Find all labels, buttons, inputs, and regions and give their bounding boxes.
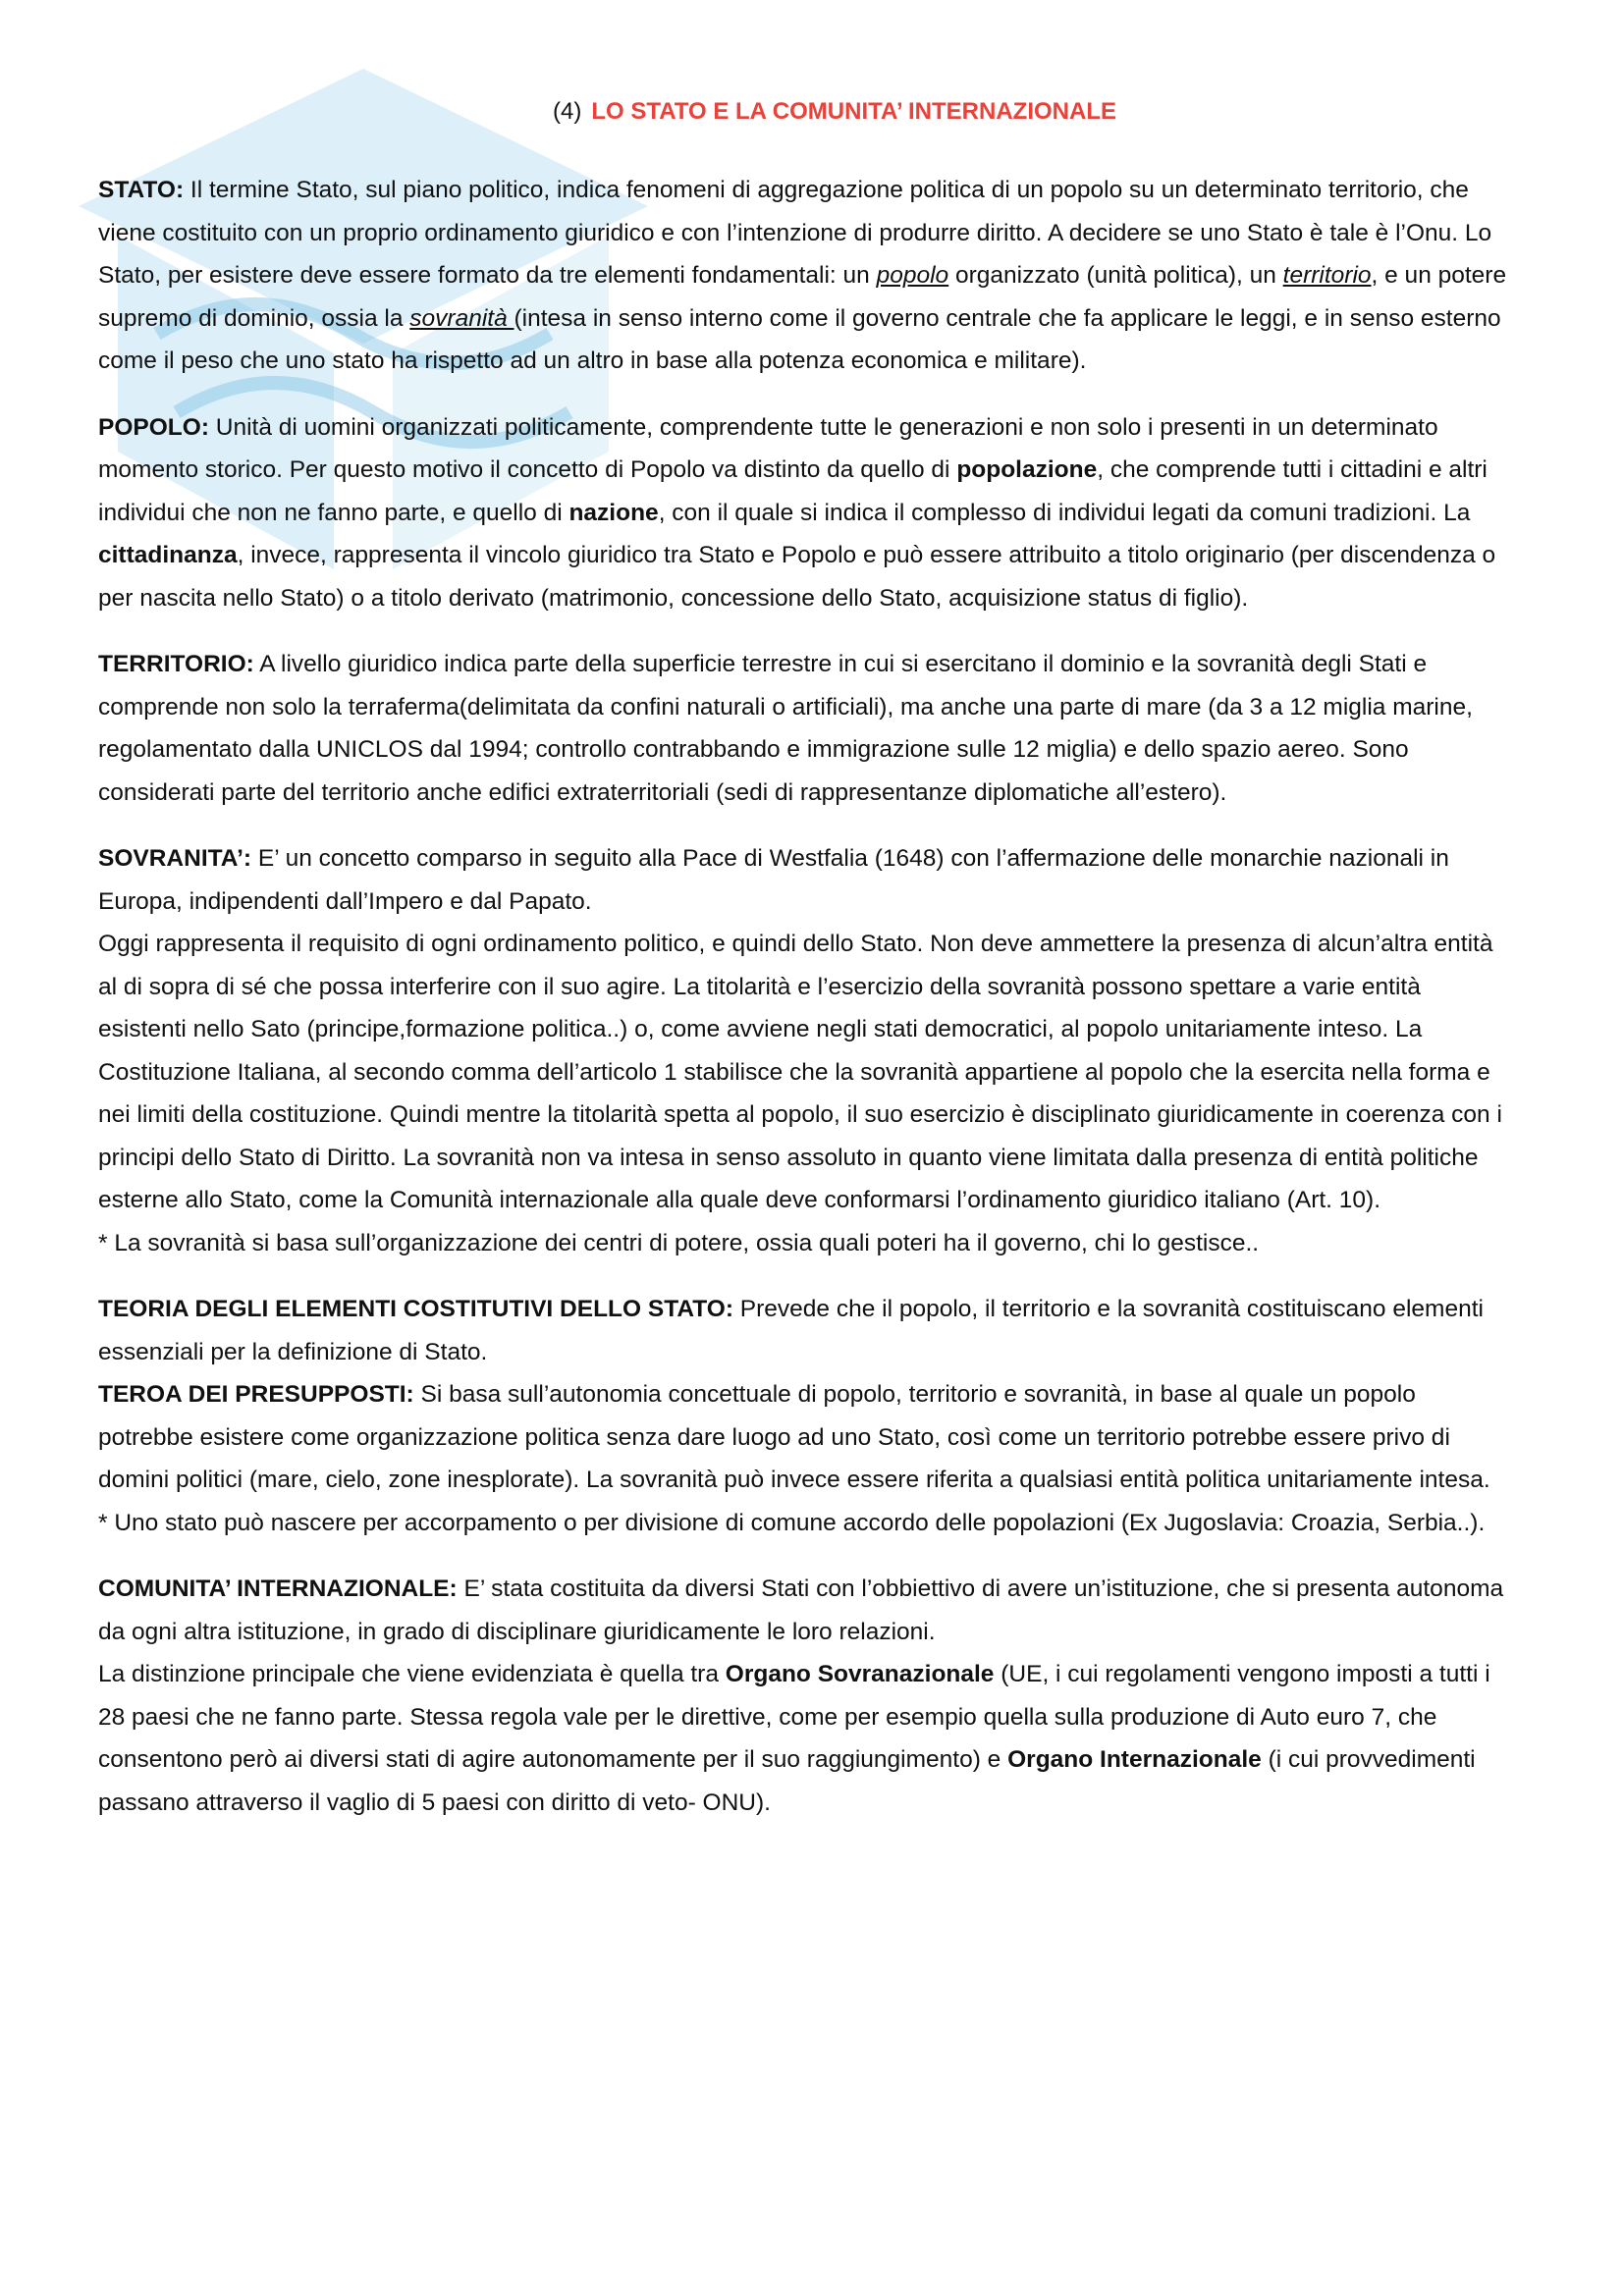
term-sovranita: sovranità <box>409 304 514 332</box>
teoria-text: Prevede che il popolo, il territorio e la sovranità costituiscano elementi essenziali per la definizione di Stato. <box>98 1296 1484 1365</box>
comunita-text-2a: La distinzione principale che viene evidenziata è quella tra <box>98 1661 726 1687</box>
paragraph-presupposti <box>98 1373 1512 1502</box>
title-number: (4) <box>553 98 582 125</box>
stato-text-1: Il termine Stato, sul piano politico, indica fenomeni di aggregazione politica di un popolo su un determinato territorio, che viene costituito con un proprio ordinamento giuridico e con l’intenzione di produrre diritto. A decidere se uno Stato è tale è l’Onu. Lo Stato, per esistere deve essere formato da tre elementi fondamentali: un <box>98 177 1492 289</box>
page-title <box>98 98 1512 126</box>
heading-territorio: TERRITORIO: <box>98 651 254 677</box>
territorio-text: A livello giuridico indica parte della superficie terrestre in cui si esercitano il dominio e la sovranità degli Stati e comprende non solo la terraferma(delimitata da confini naturali o artificiali), ma anche una parte di mare (da 3 a 12 miglia marine, regolamentato dalla UNICLOS dal 1994; controllo contrabbando e immigrazione sulle 12 miglia) e dello spazio aereo. Sono considerati parte del territorio anche edifici extraterritoriali (sedi di rappresentanze diplomatiche all’estero). <box>98 651 1473 806</box>
presupposti-text: Si basa sull’autonomia concettuale di popolo, territorio e sovranità, in base al quale un popolo potrebbe esistere come organizzazione politica senza dare luogo ad uno Stato, così come un territorio potrebbe essere privo di domini politici (mare, cielo, zone inesplorate). La sovranità può invece essere riferita a qualsiasi entità politica unitariamente intesa. <box>98 1381 1490 1493</box>
term-organo-sovranazionale: Organo Sovranazionale <box>725 1661 995 1687</box>
term-popolazione: popolazione <box>956 456 1098 483</box>
term-popolo: popolo <box>876 262 949 289</box>
note-sovranita: * La sovranità si basa sull’organizzazione dei centri di potere, ossia quali poteri ha il governo, chi lo gestisce.. <box>98 1229 1260 1256</box>
comunita-text-2b: (UE, i cui regolamenti vengono imposti a tutti i 28 paesi che ne fanno parte. Stessa regola vale per le direttive, come per esempio quella sulla produzione di Auto euro 7, che consentono però ai diversi stati di agire autonomamente per il suo raggiungimento) e <box>98 1661 1490 1773</box>
paragraph-teoria <box>98 1288 1512 1373</box>
heading-teoria: TEORIA DEGLI ELEMENTI COSTITUTIVI DELLO STATO: <box>98 1296 733 1322</box>
heading-sovranita: SOVRANITA’: <box>98 845 252 872</box>
heading-presupposti: TEROA DEI PRESUPPOSTI: <box>98 1381 414 1408</box>
paragraph-sovranita-2: Oggi rappresenta il requisito di ogni ordinamento politico, e quindi dello Stato. Non deve ammettere la presenza di alcun’altra entità al di sopra di sé che possa interferire con il suo agire. La titolarità e l’esercizio della sovranità possono spettare a varie entità esistenti nello Sato (principe,formazione politica..) o, come avviene negli stati democratici, al popolo unitariamente inteso. La Costituzione Italiana, al secondo comma dell’articolo 1 stabilisce che la sovranità appartiene al popolo che la esercita nella forma e nei limiti della costituzione. Quindi mentre la titolarità spetta al popolo, il suo esercizio è disciplinato giuridicamente in coerenza con i principi dello Stato di Diritto. La sovranità non va intesa in senso assoluto in quanto viene limitata dalla presenza di entità politiche esterne allo Stato, come la Comunità internazionale alla quale deve conformarsi l’ordinamento giuridico italiano (Art. 10). <box>98 931 1502 1213</box>
paragraph-territorio <box>98 643 1512 814</box>
popolo-text-4: , invece, rappresenta il vincolo giuridico tra Stato e Popolo e può essere attribuito a titolo originario (per discendenza o per nascita nello Stato) o a titolo derivato (matrimonio, concessione dello Stato, acquisizione status di figlio). <box>98 542 1496 612</box>
stato-text-3: , e un potere supremo di dominio, ossia la <box>98 262 1507 332</box>
note-presupposti: * Uno stato può nascere per accorpamento o per divisione di comune accordo delle popolazioni (Ex Jugoslavia: Croazia, Serbia..). <box>98 1509 1486 1536</box>
paragraph-popolo <box>98 406 1512 620</box>
title-text: LO STATO E LA COMUNITA’ INTERNAZIONALE <box>591 98 1116 125</box>
term-nazione: nazione <box>568 499 659 526</box>
term-organo-internazionale: Organo Internazionale <box>1007 1746 1262 1773</box>
popolo-text-3: , con il quale si indica il complesso di individui legati da comuni tradizioni. La <box>658 499 1471 526</box>
heading-stato: STATO: <box>98 177 185 203</box>
paragraph-sovranita <box>98 837 1512 923</box>
comunita-text-2c: (i cui provvedimenti passano attraverso il vaglio di 5 paesi con diritto di veto- ONU). <box>98 1746 1476 1816</box>
comunita-text-1: E’ stata costituita da diversi Stati con l’obbiettivo di avere un’istituzione, che si presenta autonoma da ogni altra istituzione, in grado di disciplinare giuridicamente le loro relazioni. <box>98 1575 1504 1645</box>
stato-text-2: organizzato (unità politica), un <box>948 262 1283 289</box>
stato-text-4: (intesa in senso interno come il governo centrale che fa applicare le leggi, e in senso esterno come il peso che uno stato ha rispetto ad un altro in base alla potenza economica e militare). <box>98 304 1501 374</box>
paragraph-comunita <box>98 1568 1512 1653</box>
heading-comunita: COMUNITA’ INTERNAZIONALE: <box>98 1575 458 1602</box>
popolo-text-1: Unità di uomini organizzati politicamente, comprendente tutte le generazioni e non solo i presenti in un determinato momento storico. Per questo motivo il concetto di Popolo va distinto da quello di <box>98 413 1438 483</box>
term-territorio: territorio <box>1282 262 1372 289</box>
paragraph-stato <box>98 169 1512 383</box>
term-cittadinanza: cittadinanza <box>98 542 238 568</box>
heading-popolo: POPOLO: <box>98 413 209 441</box>
popolo-text-2: , che comprende tutti i cittadini e altri individui che non ne fanno parte, e quello di <box>98 456 1488 526</box>
paragraph-comunita-2 <box>98 1653 1512 1824</box>
document-page <box>98 98 1512 1847</box>
sovranita-text-1: E’ un concetto comparso in seguito alla Pace di Westfalia (1648) con l’affermazione delle monarchie nazionali in Europa, indipendenti dall’Impero e dal Papato. <box>98 845 1449 915</box>
